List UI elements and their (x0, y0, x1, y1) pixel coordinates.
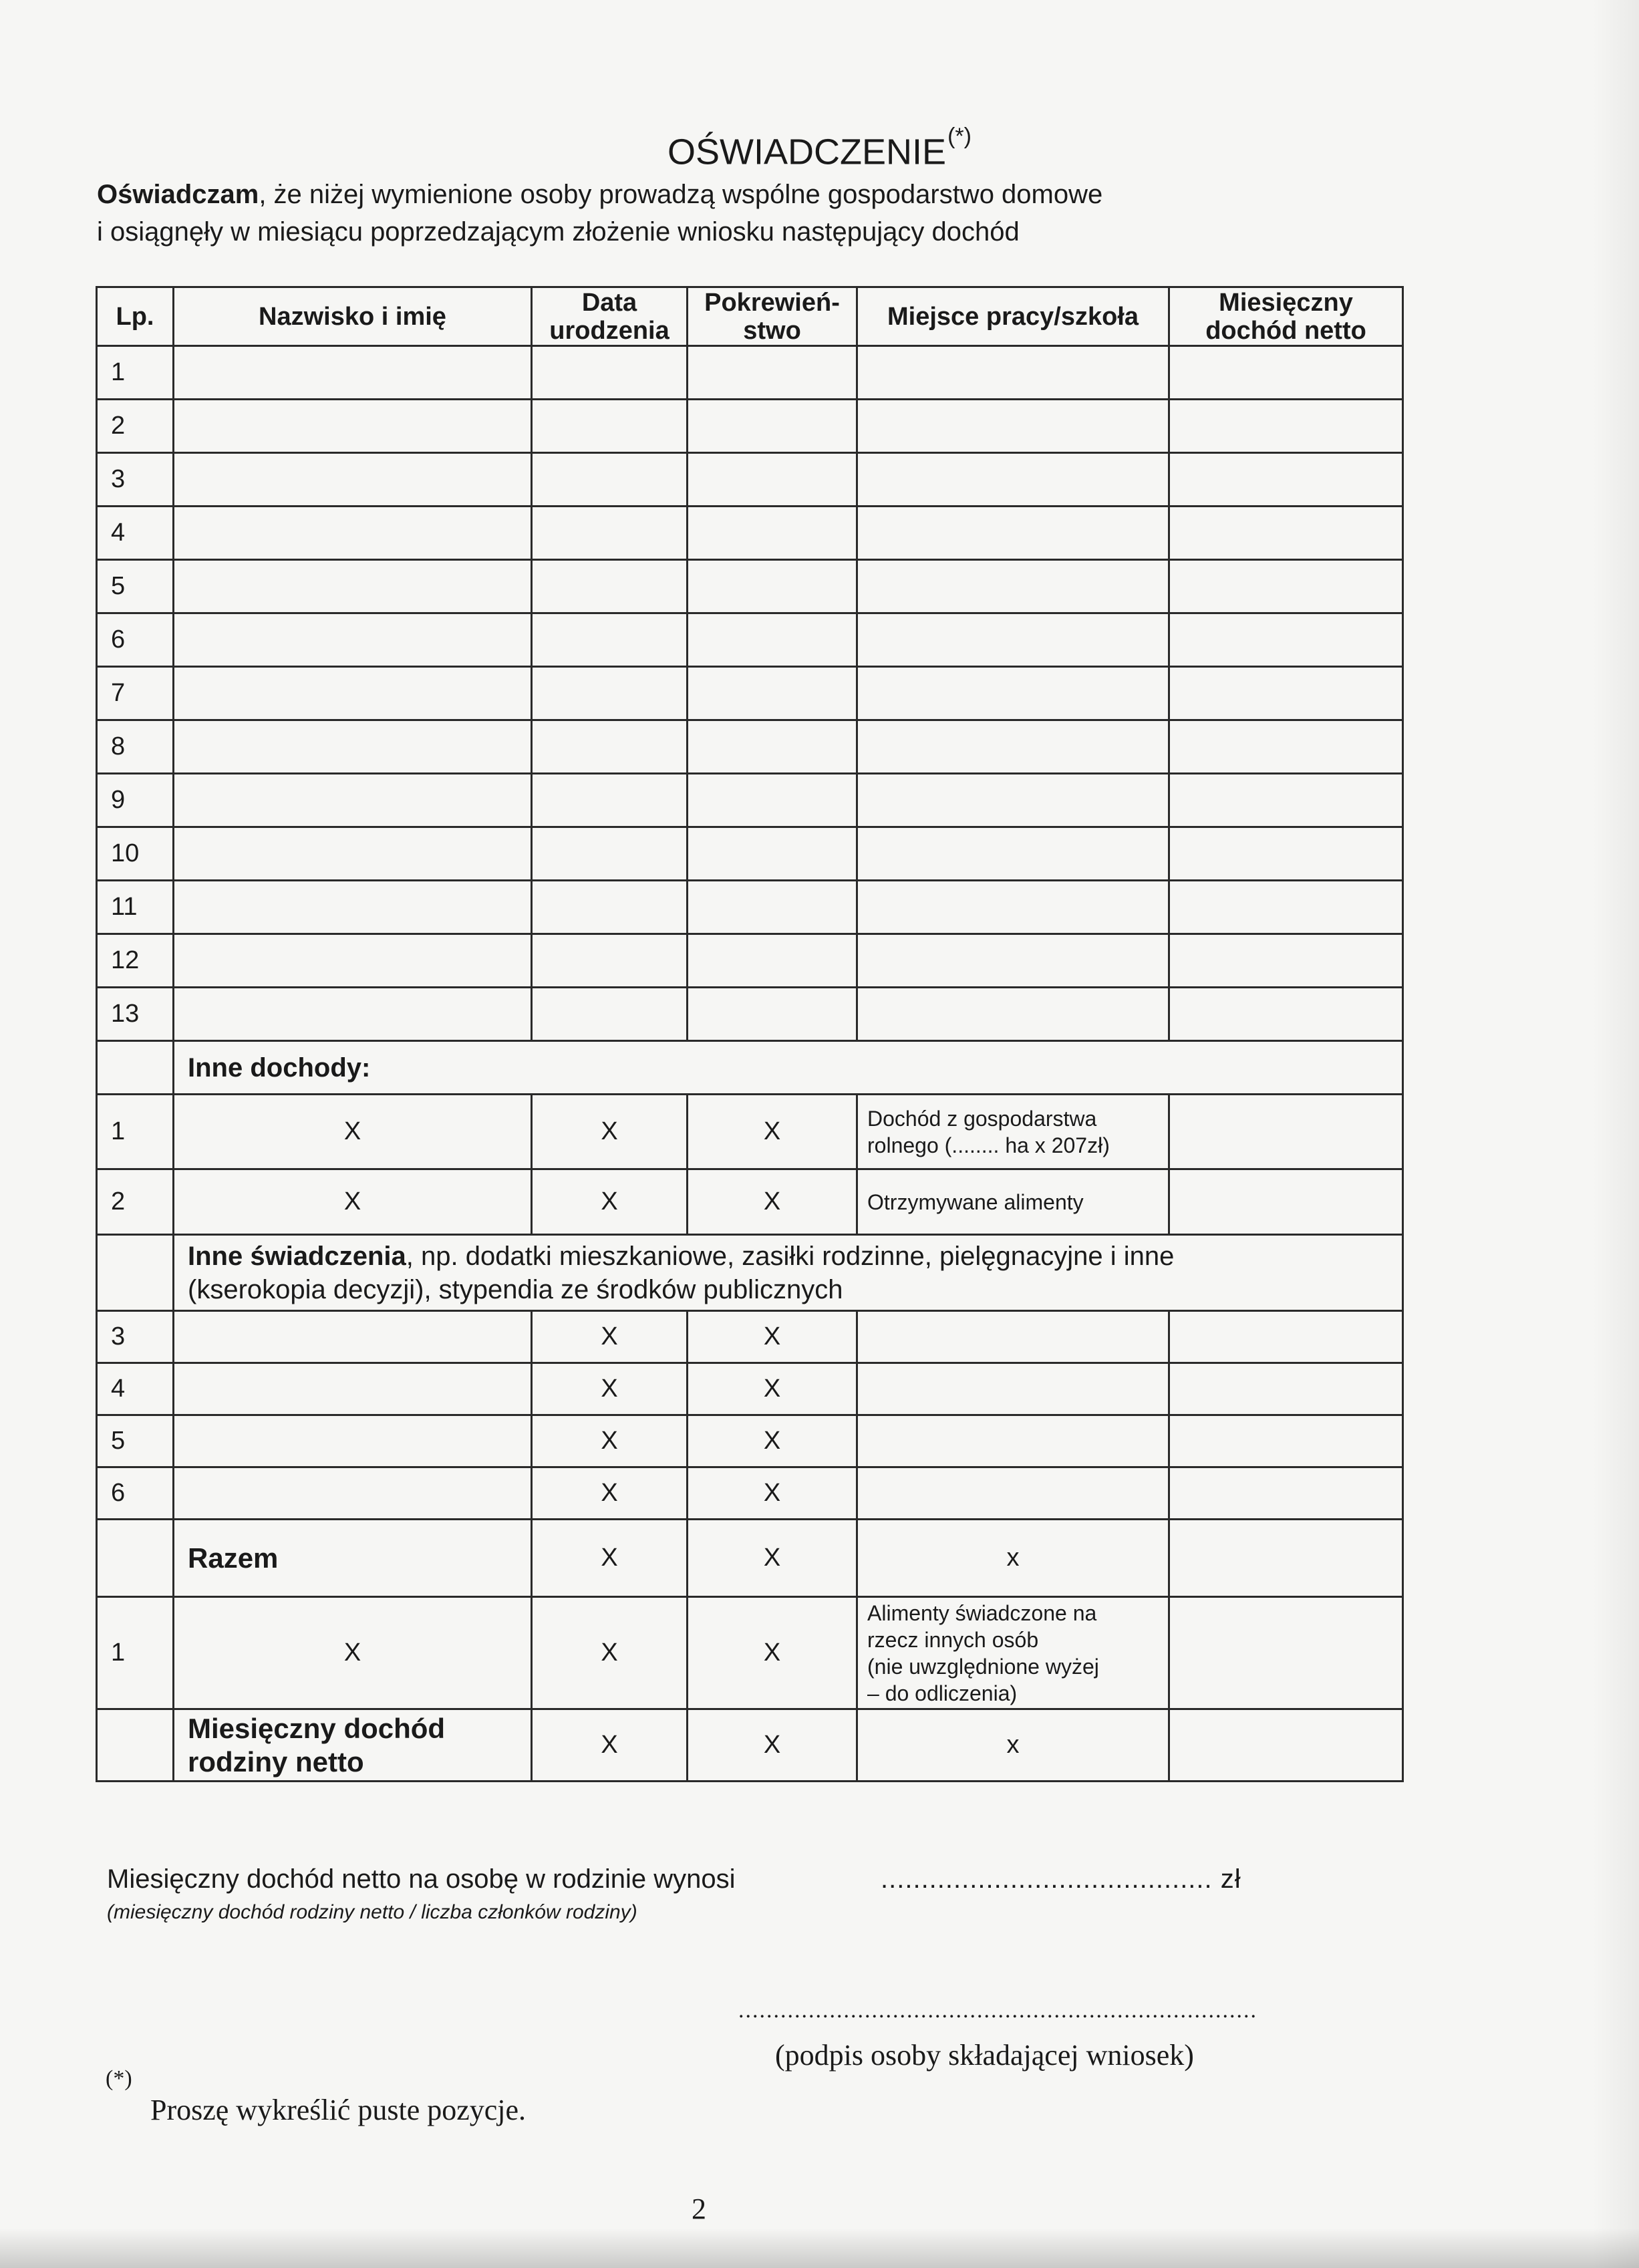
income-cell[interactable] (1169, 1311, 1403, 1363)
alimony-received-description: Otrzymywane alimenty (857, 1169, 1169, 1235)
name-cell[interactable] (174, 1415, 532, 1467)
income-cell[interactable] (1169, 1415, 1403, 1467)
table-row: 6 (97, 613, 1403, 667)
income-cell[interactable] (1169, 507, 1403, 560)
workplace-cell[interactable] (857, 1467, 1169, 1520)
header-name: Nazwisko i imię (174, 287, 532, 346)
birth-cell[interactable] (532, 988, 688, 1041)
birth-cell[interactable] (532, 827, 688, 881)
workplace-cell[interactable] (857, 1415, 1169, 1467)
benefits-label: Inne świadczenia, np. dodatki mieszkaniowe, zasiłki rodzinne, pielęgnacyjne i inne (kserokopia decyzji), stypendia ze środków publicznych (174, 1235, 1403, 1311)
relation-cell[interactable] (688, 827, 857, 881)
birth-cell[interactable] (532, 400, 688, 453)
income-cell[interactable] (1169, 613, 1403, 667)
currency-unit: zł (1220, 1864, 1241, 1894)
per-person-formula: (miesięczny dochód rodziny netto / liczba członków rodziny) (107, 1901, 637, 1923)
table-row: 3 (97, 453, 1403, 507)
relation-cell[interactable] (688, 988, 857, 1041)
relation-cell[interactable] (688, 667, 857, 720)
intro-text: Oświadczam, że niżej wymienione osoby prowadzą wspólne gospodarstwo domowe i osiągnęły w miesiącu poprzedzającym złożenie wniosku następujący dochód (97, 180, 1103, 247)
relation-cell[interactable] (688, 453, 857, 507)
birth-cell[interactable] (532, 881, 688, 934)
income-table (96, 286, 1404, 1782)
signature-line[interactable]: .......................................................................... (738, 1998, 1257, 2023)
relation-cell[interactable] (688, 560, 857, 613)
name-cell[interactable] (174, 453, 532, 507)
signature-label: (podpis osoby składającej wniosek) (775, 2039, 1194, 2072)
workplace-cell[interactable] (857, 346, 1169, 400)
other-income-row: 2 X X X Otrzymywane alimenty (97, 1169, 1403, 1235)
other-income-label: Inne dochody: (174, 1041, 1403, 1095)
name-cell[interactable] (174, 667, 532, 720)
family-income-row: Miesięczny dochód rodziny netto X X x (97, 1709, 1403, 1782)
income-cell[interactable] (1169, 400, 1403, 453)
relation-cell[interactable] (688, 613, 857, 667)
birth-cell[interactable] (532, 667, 688, 720)
table-row: 9 (97, 774, 1403, 827)
workplace-cell[interactable] (857, 667, 1169, 720)
table-row: 1 (97, 346, 1403, 400)
intro-bold-word: Oświadczam (97, 180, 259, 209)
workplace-cell[interactable] (857, 774, 1169, 827)
header-birth-date: Data urodzenia (532, 287, 688, 346)
birth-cell[interactable] (532, 774, 688, 827)
name-cell[interactable] (174, 934, 532, 988)
family-income-label: Miesięczny dochód rodziny netto (174, 1709, 532, 1782)
name-cell[interactable] (174, 988, 532, 1041)
income-cell[interactable] (1169, 667, 1403, 720)
income-cell[interactable] (1169, 1467, 1403, 1520)
name-cell[interactable] (174, 507, 532, 560)
per-person-income-field[interactable]: ......................................... zł (881, 1864, 1241, 1894)
income-cell[interactable] (1169, 560, 1403, 613)
income-cell[interactable] (1169, 827, 1403, 881)
total-income-cell[interactable] (1169, 1520, 1403, 1597)
relation-cell[interactable] (688, 881, 857, 934)
scan-shadow (0, 2228, 1639, 2268)
page-number: 2 (692, 2192, 706, 2225)
table-row: 12 (97, 934, 1403, 988)
table-row: 13 (97, 988, 1403, 1041)
income-cell[interactable] (1169, 1169, 1403, 1235)
income-cell[interactable] (1169, 1095, 1403, 1169)
table-row: 11 (97, 881, 1403, 934)
name-cell[interactable] (174, 560, 532, 613)
relation-cell[interactable] (688, 720, 857, 774)
name-cell[interactable] (174, 1363, 532, 1415)
relation-cell[interactable] (688, 934, 857, 988)
name-cell[interactable] (174, 400, 532, 453)
birth-cell[interactable] (532, 934, 688, 988)
relation-cell[interactable] (688, 507, 857, 560)
other-income-row: 1 X X X Dochód z gospodarstwa rolnego (........ ha x 207zł) (97, 1095, 1403, 1169)
birth-cell[interactable] (532, 613, 688, 667)
header-lp: Lp. (97, 287, 174, 346)
income-cell[interactable] (1169, 881, 1403, 934)
benefit-row: 5 X X (97, 1415, 1403, 1467)
birth-cell[interactable] (532, 720, 688, 774)
workplace-cell[interactable] (857, 881, 1169, 934)
table-row: 5 (97, 560, 1403, 613)
farm-income-description: Dochód z gospodarstwa rolnego (........ ha x 207zł) (857, 1095, 1169, 1169)
name-cell[interactable] (174, 1467, 532, 1520)
benefit-row: 6 X X (97, 1467, 1403, 1520)
name-cell[interactable] (174, 1311, 532, 1363)
header-relation: Pokrewień- stwo (688, 287, 857, 346)
header-income: Miesięczny dochód netto (1169, 287, 1403, 346)
total-label: Razem (174, 1520, 532, 1597)
birth-cell[interactable] (532, 560, 688, 613)
birth-cell[interactable] (532, 507, 688, 560)
workplace-cell[interactable] (857, 400, 1169, 453)
table-row: 8 (97, 720, 1403, 774)
footnote-mark: (*) (106, 2066, 132, 2091)
workplace-cell[interactable] (857, 988, 1169, 1041)
table-row: 10 (97, 827, 1403, 881)
name-cell[interactable] (174, 881, 532, 934)
alimony-paid-cell[interactable] (1169, 1597, 1403, 1709)
title-footnote-mark: (*) (947, 124, 972, 149)
relation-cell[interactable] (688, 400, 857, 453)
name-cell[interactable] (174, 827, 532, 881)
birth-cell[interactable] (532, 346, 688, 400)
workplace-cell[interactable] (857, 1311, 1169, 1363)
header-workplace: Miejsce pracy/szkoła (857, 287, 1169, 346)
birth-cell[interactable] (532, 453, 688, 507)
benefit-row: 3 X X (97, 1311, 1403, 1363)
income-cell[interactable] (1169, 1363, 1403, 1415)
income-cell[interactable] (1169, 346, 1403, 400)
income-cell[interactable] (1169, 988, 1403, 1041)
scan-edge (1592, 0, 1639, 2268)
workplace-cell[interactable] (857, 720, 1169, 774)
relation-cell[interactable] (688, 346, 857, 400)
name-cell[interactable] (174, 774, 532, 827)
workplace-cell[interactable] (857, 507, 1169, 560)
workplace-cell[interactable] (857, 560, 1169, 613)
income-cell[interactable] (1169, 934, 1403, 988)
family-income-cell[interactable] (1169, 1709, 1403, 1782)
table-header-row (97, 287, 1403, 346)
per-person-income-label: Miesięczny dochód netto na osobę w rodzinie wynosi (107, 1864, 736, 1894)
table-row: 2 (97, 400, 1403, 453)
income-cell[interactable] (1169, 720, 1403, 774)
workplace-cell[interactable] (857, 1363, 1169, 1415)
table-row: 7 (97, 667, 1403, 720)
document-title: OŚWIADCZENIE(*) (667, 124, 972, 172)
workplace-cell[interactable] (857, 453, 1169, 507)
name-cell[interactable] (174, 613, 532, 667)
footnote-text: Proszę wykreślić puste pozycje. (150, 2094, 527, 2126)
income-cell[interactable] (1169, 453, 1403, 507)
alimony-paid-row: 1 X X X Alimenty świadczone na rzecz innych osób (nie uwzględnione wyżej – do odliczenia) (97, 1597, 1403, 1709)
benefit-row: 4 X X (97, 1363, 1403, 1415)
name-cell[interactable] (174, 346, 532, 400)
name-cell[interactable] (174, 720, 532, 774)
other-income-header-row (97, 1041, 1403, 1095)
workplace-cell[interactable] (857, 827, 1169, 881)
total-row: Razem X X x (97, 1520, 1403, 1597)
table-row: 4 (97, 507, 1403, 560)
benefits-header-row (97, 1235, 1403, 1311)
alimony-paid-description: Alimenty świadczone na rzecz innych osób (nie uwzględnione wyżej – do odliczenia) (857, 1597, 1169, 1709)
relation-cell[interactable] (688, 774, 857, 827)
income-cell[interactable] (1169, 774, 1403, 827)
workplace-cell[interactable] (857, 613, 1169, 667)
workplace-cell[interactable] (857, 934, 1169, 988)
